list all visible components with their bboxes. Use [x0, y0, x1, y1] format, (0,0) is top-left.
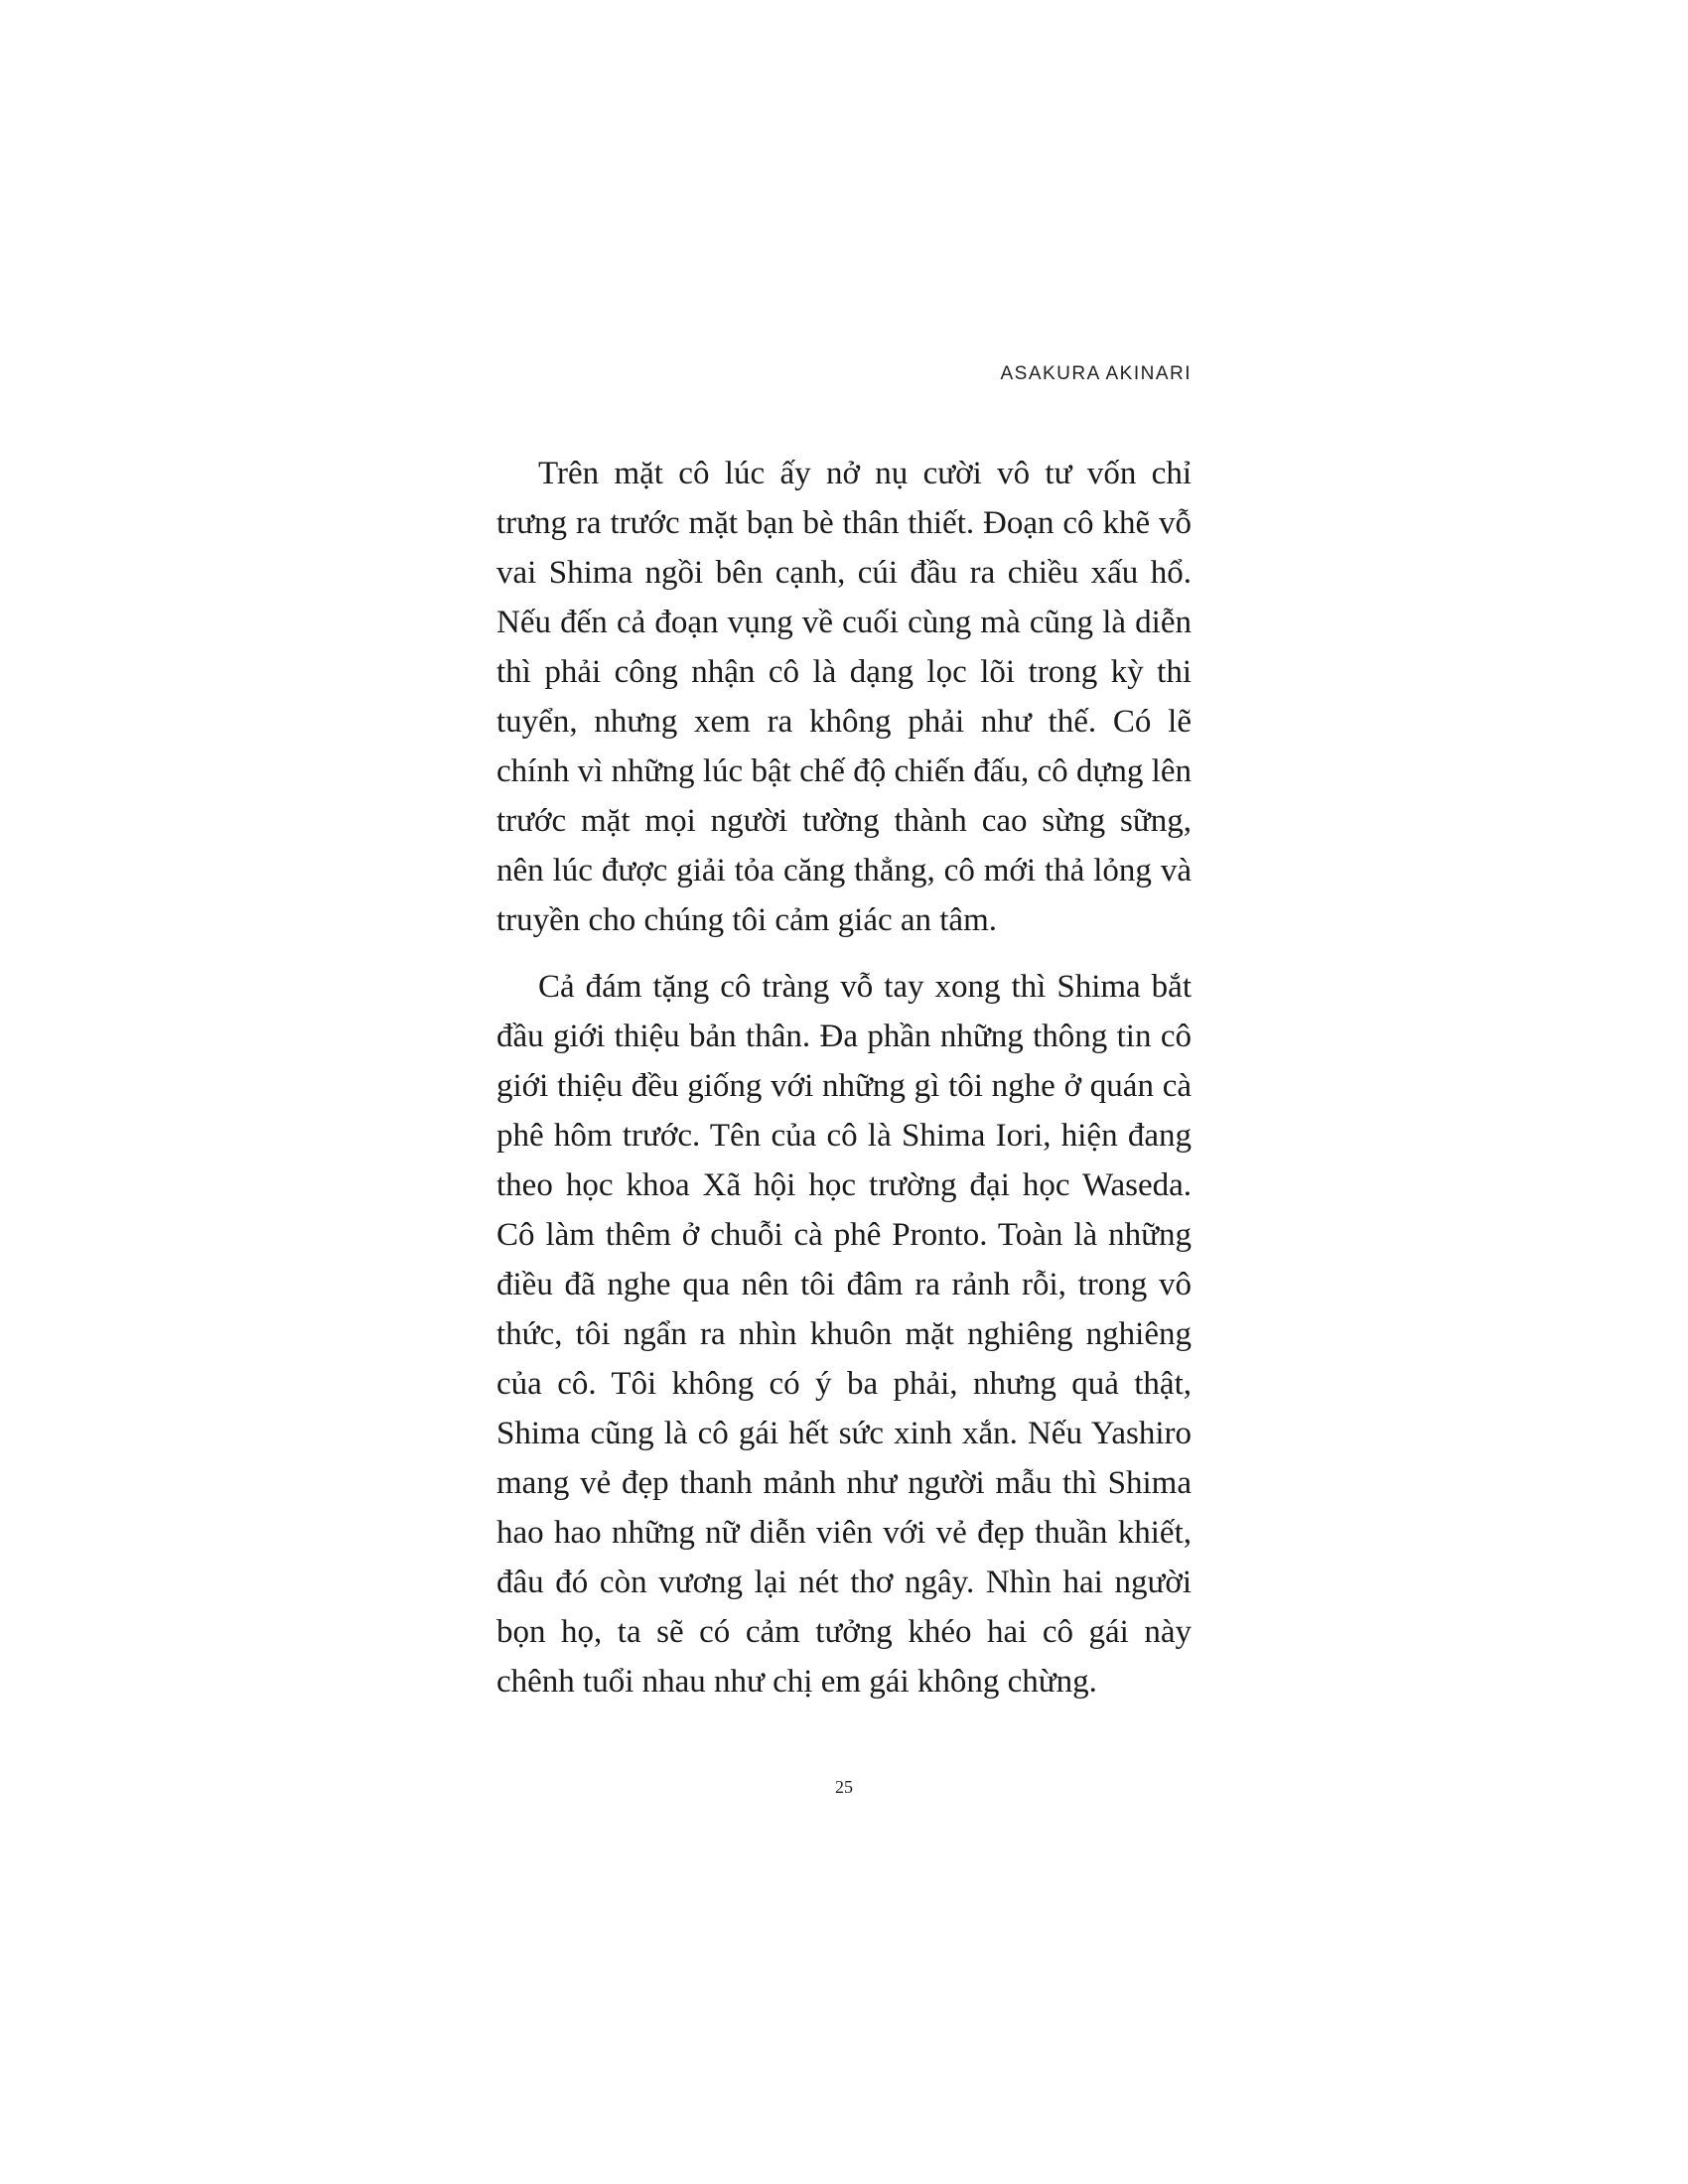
paragraph-2: Cả đám tặng cô tràng vỗ tay xong thì Shima bắt đầu giới thiệu bản thân. Đa phần những thông tin cô giới thiệu đều giống với những gì tôi nghe ở quán cà phê hôm trước. Tên của cô là Shima Iori, hiện đang theo học khoa Xã hội học trường đại học Waseda. Cô làm thêm ở chuỗi cà phê Pronto. Toàn là những điều đã nghe qua nên tôi đâm ra rảnh rỗi, trong vô thức, tôi ngẩn ra nhìn khuôn mặt nghiêng nghiêng của cô. Tôi không có ý ba phải, nhưng quả thật, Shima cũng là cô gái hết sức xinh xắn. Nếu Yashiro mang vẻ đẹp thanh mảnh như người mẫu thì Shima hao hao những nữ diễn viên với vẻ đẹp thuần khiết, đâu đó còn vương lại nét thơ ngây. Nhìn hai người bọn họ, ta sẽ có cảm tưởng khéo hai cô gái này chênh tuổi nhau như chị em gái không chừng. — [496, 969, 1192, 1700]
page-number: 25 — [835, 1777, 853, 1797]
paragraph-1: Trên mặt cô lúc ấy nở nụ cười vô tư vốn chỉ trưng ra trước mặt bạn bè thân thiết. Đoạn cô khẽ vỗ vai Shima ngồi bên cạnh, cúi đầu ra chiều xấu hổ. Nếu đến cả đoạn vụng về cuối cùng mà cũng là diễn thì phải công nhận cô là dạng lọc lõi trong kỳ thi tuyển, nhưng xem ra không phải như thế. Có lẽ chính vì những lúc bật chế độ chiến đấu, cô dựng lên trước mặt mọi người tường thành cao sừng sững, nên lúc được giải tỏa căng thẳng, cô mới thả lỏng và truyền cho chúng tôi cảm giác an tâm. — [496, 456, 1192, 938]
running-header-author: ASAKURA AKINARI — [1000, 363, 1192, 384]
body-text — [496, 449, 1192, 1706]
